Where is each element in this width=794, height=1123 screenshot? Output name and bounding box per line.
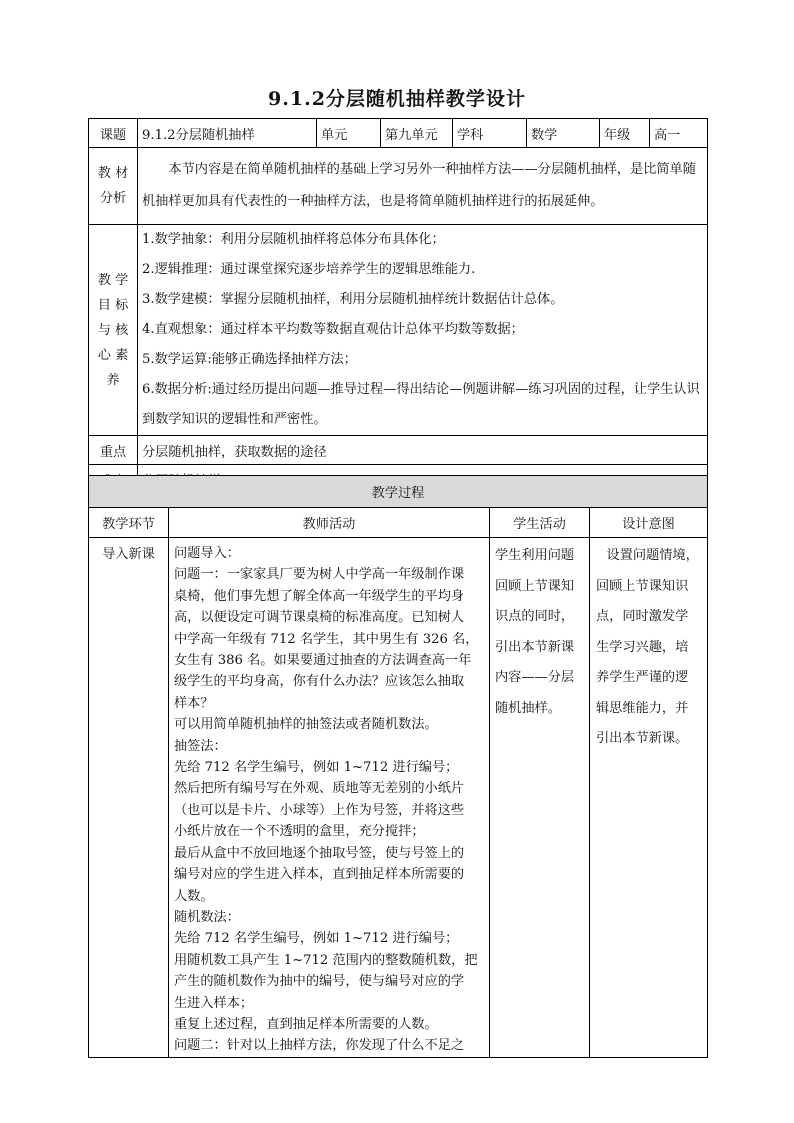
teacher-line: 用随机数工具产生 1~712 范围内的整数随机数，把: [174, 952, 478, 968]
goals-label-line: 教 学: [97, 272, 129, 288]
goals-label-line: 心 素: [97, 347, 129, 363]
analysis-label-line: 教 材: [97, 166, 129, 181]
analysis-label: [89, 148, 138, 225]
header-intent: 设计意图: [590, 508, 708, 538]
analysis-text: 本节内容是在简单随机抽样的基础上学习另外一种抽样方法——分层随机抽样，是比简单随机抽样更加具有代表性的一种抽样方法，也是将简单随机抽样进行的拓展延伸。: [142, 162, 696, 209]
teacher-line: 重复上述过程，直到抽足样本所需要的人数。: [174, 1016, 438, 1032]
goal-item: 1.数学抽象：利用分层随机抽样将总体分布具体化；: [142, 232, 445, 247]
goals-cell: [138, 225, 708, 436]
design-intent-cell: [590, 538, 708, 1058]
header-stage: 教学环节: [89, 508, 169, 538]
teacher-line: 生进入样本；: [174, 995, 254, 1011]
teacher-line: 产生的随机数作为抽中的编号，使与编号对应的学: [174, 974, 465, 990]
teacher-line: 问题导入：: [174, 546, 240, 561]
header-teacher: 教师活动: [169, 508, 490, 538]
student-line: 随机抽样。: [495, 700, 561, 716]
goals-label-line: 与 核: [97, 322, 129, 338]
intent-line: 回顾上节课知识: [596, 578, 689, 594]
goals-label-line: 目 标: [97, 297, 129, 313]
goals-label-line: 养: [106, 372, 120, 388]
process-section-title: 教学过程: [89, 476, 708, 508]
goal-item: 3.数学建模：掌握分层随机抽样，利用分层随机抽样统计数据估计总体。: [142, 292, 564, 307]
unit-value: 第九单元: [381, 119, 453, 148]
grade-value: 高一: [650, 119, 708, 148]
teacher-line: 女生有 386 名。如果要通过抽查的方法调查高一年: [174, 653, 472, 669]
goal-item: 2.逻辑推理：通过课堂探究逐步培养学生的逻辑思维能力.: [142, 262, 476, 277]
goal-item: 4.直观想象：通过样本平均数等数据直观估计总体平均数等数据；: [142, 322, 524, 337]
teacher-line: 问题一：一家家具厂要为树人中学高一年级制作课: [174, 567, 465, 583]
teacher-line: 编号对应的学生进入样本，直到抽足样本所需要的: [174, 867, 465, 883]
student-activity-cell: [490, 538, 590, 1058]
student-line: 识点的同时，: [495, 609, 575, 624]
intent-line: 辑思维能力，并: [596, 700, 689, 716]
student-line: 学生利用问题: [495, 548, 575, 563]
teacher-line: 样本？: [174, 695, 214, 711]
teacher-line: 桌椅，他们事先想了解全体高一年级学生的平均身: [174, 588, 465, 604]
stage-cell: 导入新课: [89, 538, 169, 1058]
teacher-line: 随机数法：: [174, 909, 240, 925]
goal-item: 6.数据分析:通过经历提出问题—推导过程—得出结论—例题讲解—练习巩固的过程，让学生认识到数学知识的逻辑性和严密性。: [142, 382, 700, 427]
student-line: 回顾上节课知: [495, 578, 575, 594]
teacher-line: （也可以是卡片、小球等）上作为号签，并将这些: [174, 802, 465, 818]
topic-value: 9.1.2分层随机抽样: [138, 119, 317, 148]
teacher-line: 级学生的平均身高，你有什么办法？应该怎么抽取: [174, 674, 465, 690]
teacher-line: 小纸片放在一个不透明的盒里，充分搅拌；: [174, 824, 425, 840]
teacher-line: 最后从盒中不放回地逐个抽取号签，使与号签上的: [174, 845, 465, 861]
teacher-line: 问题二：针对以上抽样方法，你发现了什么不足之: [174, 1038, 465, 1054]
unit-label: 单元: [317, 119, 381, 148]
subject-label: 学科: [453, 119, 527, 148]
intent-line: 引出本节新课。: [596, 731, 689, 746]
goals-label: [89, 225, 138, 436]
page-title: 9.1.2分层随机抽样教学设计: [268, 88, 526, 110]
key-point-text: 分层随机抽样，获取数据的途径: [138, 436, 708, 465]
intent-line: 养学生严谨的逻: [596, 670, 689, 685]
intent-line: 点，同时激发学: [596, 609, 689, 624]
teacher-line: 人数。: [174, 888, 214, 904]
key-point-label: 重点: [89, 436, 138, 465]
topic-label: 课题: [89, 119, 138, 148]
goal-item: 5.数学运算:能够正确选择抽样方法；: [142, 352, 357, 367]
teacher-line: 高，以便设定可调节课桌椅的标准高度。已知树人: [174, 610, 465, 626]
teacher-line: 先给 712 名学生编号，例如 1~712 进行编号；: [174, 931, 459, 947]
intent-line: 设置问题情境，: [606, 548, 699, 563]
teacher-activity-cell: [169, 538, 490, 1058]
teacher-line: 然后把所有编号写在外观、质地等无差别的小纸片: [174, 781, 465, 797]
lesson-info-table: [88, 118, 708, 494]
teacher-line: 抽签法：: [174, 738, 227, 754]
teaching-process-table: [88, 475, 708, 1058]
analysis-label-line: 分析: [99, 191, 127, 206]
analysis-text-cell: [138, 148, 708, 225]
student-line: 内容——分层: [495, 670, 575, 685]
grade-label: 年级: [600, 119, 650, 148]
subject-value: 数学: [527, 119, 600, 148]
teacher-line: 中学高一年级有 712 名学生，其中男生有 326 名，: [174, 631, 479, 647]
teacher-line: 先给 712 名学生编号，例如 1~712 进行编号；: [174, 760, 459, 776]
intent-line: 生学习兴趣，培: [596, 639, 689, 655]
header-student: 学生活动: [490, 508, 590, 538]
student-line: 引出本节新课: [495, 639, 575, 655]
teacher-line: 可以用简单随机抽样的抽签法或者随机数法。: [174, 717, 438, 733]
